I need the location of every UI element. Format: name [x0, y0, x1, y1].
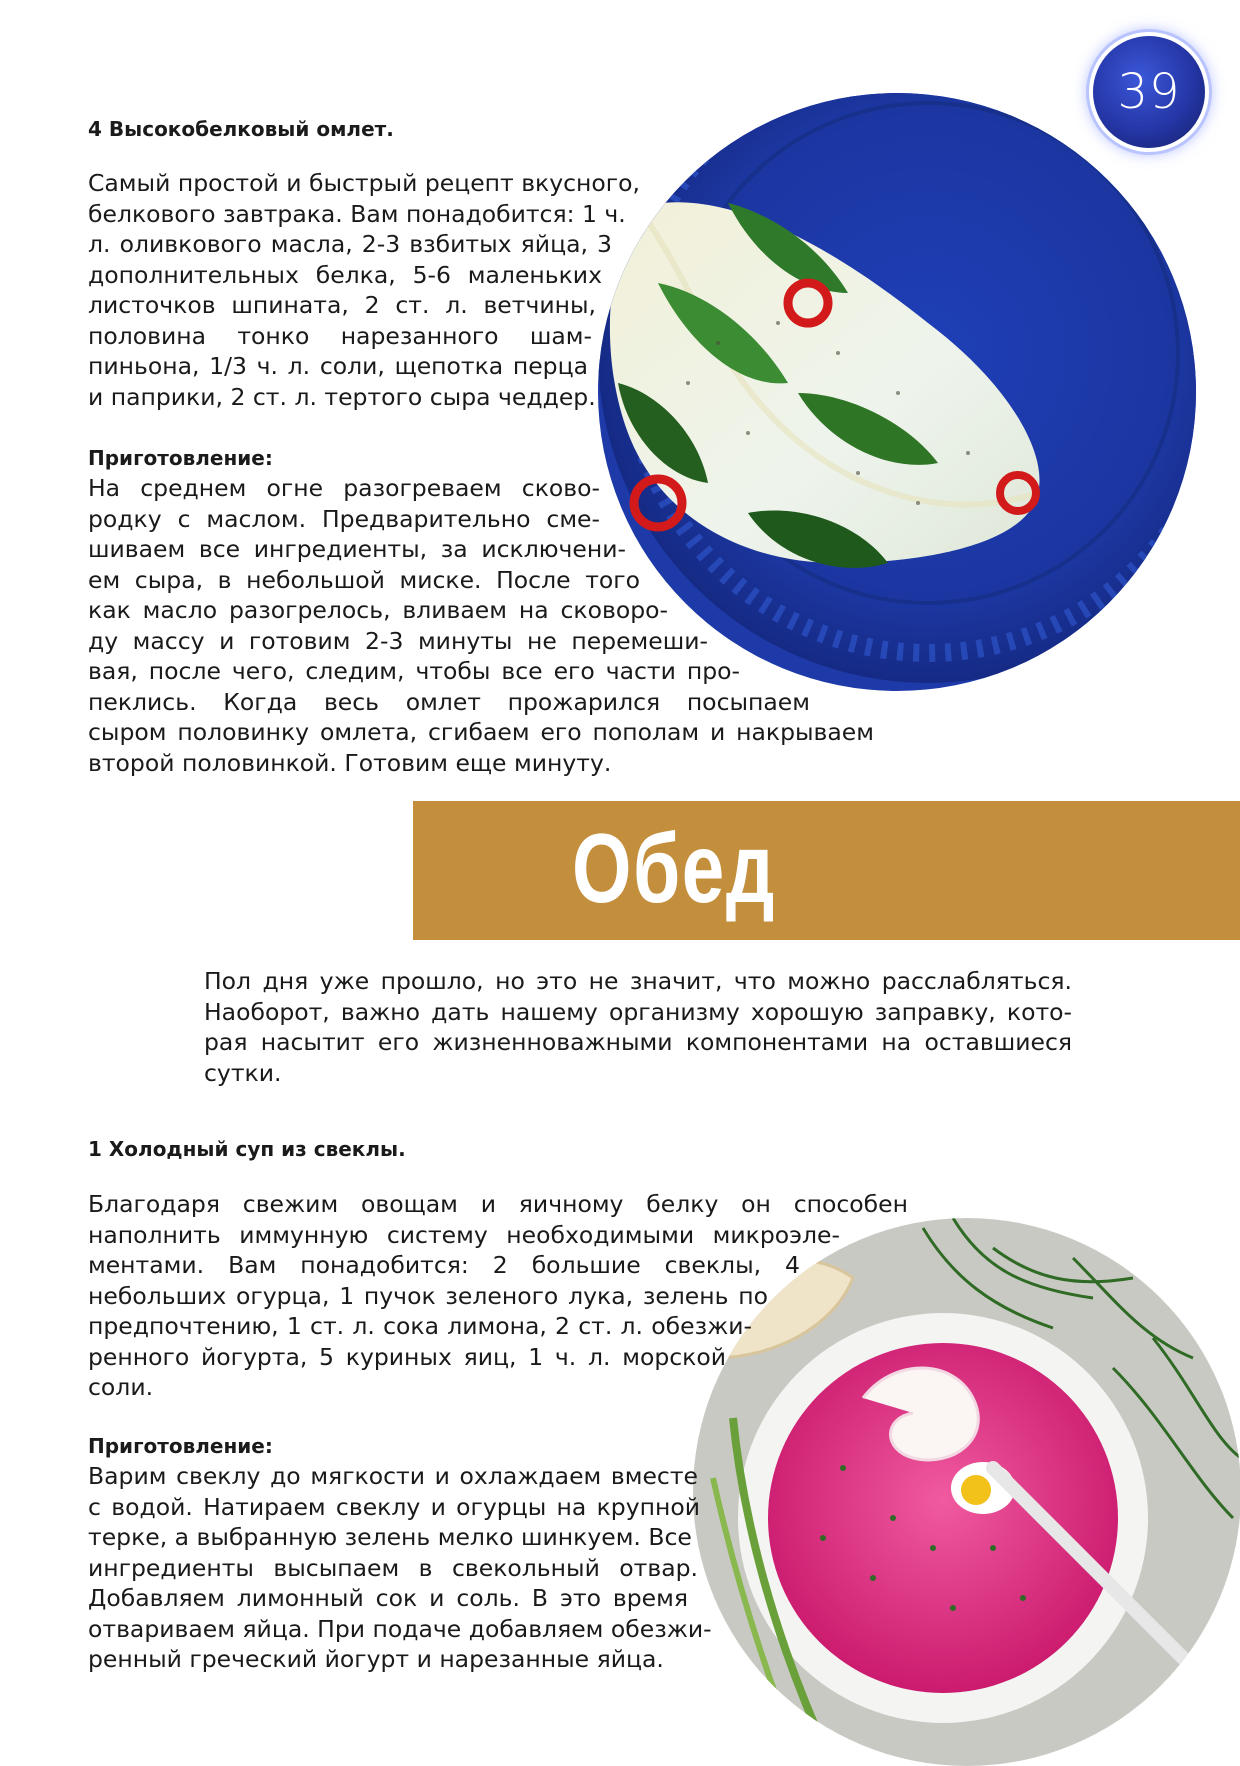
- section-title: Обед: [572, 813, 776, 923]
- text-line: рая насытит его жизненноважными компонентами на оставшиеся: [204, 1028, 1072, 1056]
- text-line: ренный греческий йогурт и нарезанные яйца.: [88, 1645, 664, 1673]
- omelet-recipe-description: [88, 168, 640, 412]
- text-line: Наоборот, важно дать нашему организму хорошую заправку, кото-: [204, 997, 1072, 1026]
- text-line: небольших огурца, 1 пучок зеленого лука, зелень по: [88, 1281, 768, 1310]
- text-line: дополнительных белка, 5-6 маленьких: [88, 260, 602, 289]
- text-line: ингредиенты высыпаем в свекольный отвар.: [88, 1553, 698, 1582]
- text-line: Пол дня уже прошло, но это не значит, что можно расслабляться.: [204, 967, 1072, 995]
- soup-recipe-description: [88, 1189, 908, 1403]
- text-line: соли.: [88, 1373, 154, 1401]
- text-line: ренного йогурта, 5 куриных яиц, 1 ч. л. морской: [88, 1342, 726, 1371]
- text-line: второй половинкой. Готовим еще минуту.: [88, 748, 612, 777]
- text-line: На среднем огне разогреваем сково-: [88, 474, 600, 502]
- text-line: и паприки, 2 ст. л. тертого сыра чеддер.: [88, 382, 596, 411]
- text-line: терке, а выбранную зелень мелко шинкуем. Все: [88, 1523, 692, 1551]
- text-line: с водой. Натираем свеклу и огурцы на крупной: [88, 1492, 700, 1521]
- text-line: ментами. Вам понадобится: 2 большие свеклы, 4: [88, 1251, 800, 1279]
- text-line: предпочтению, 1 ст. л. сока лимона, 2 ст. л. обезжи-: [88, 1312, 752, 1340]
- text-line: л. оливкового масла, 2-3 взбитых яйца, 3: [88, 230, 612, 258]
- text-line: вая, после чего, следим, чтобы все его части про-: [88, 657, 740, 685]
- text-line: листочков шпината, 2 ст. л. ветчины,: [88, 291, 596, 319]
- omelet-preparation-text: [88, 473, 874, 778]
- section-intro: [204, 966, 1072, 1088]
- page-number: 39: [1117, 64, 1181, 120]
- text-line: белкового завтрака. Вам понадобится: 1 ч.: [88, 199, 626, 228]
- text-line: Добавляем лимонный сок и соль. В это время: [88, 1584, 688, 1612]
- soup-recipe-heading: 1 Холодный суп из свеклы.: [88, 1137, 406, 1161]
- text-line: шиваем все ингредиенты, за исключени-: [88, 535, 626, 563]
- text-line: Благодаря свежим овощам и яичному белку он способен: [88, 1190, 908, 1218]
- soup-preparation-heading: Приготовление:: [88, 1434, 273, 1458]
- text-line: сыром половинку омлета, сгибаем его пополам и накрываем: [88, 718, 874, 746]
- text-line: пиньона, 1/3 ч. л. соли, щепотка перца: [88, 352, 588, 380]
- section-banner: [413, 801, 1240, 940]
- text-line: ем сыра, в небольшой миске. После того: [88, 565, 640, 594]
- text-line: наполнить иммунную систему необходимыми микроэле-: [88, 1220, 840, 1249]
- page-number-badge: [1093, 36, 1205, 148]
- text-line: ду массу и готовим 2-3 минуты не перемеши-: [88, 626, 708, 655]
- soup-preparation-text: [88, 1461, 712, 1675]
- text-line: сутки.: [204, 1058, 282, 1087]
- text-line: Самый простой и быстрый рецепт вкусного,: [88, 169, 640, 197]
- omelet-preparation-heading: Приготовление:: [88, 446, 273, 470]
- text-line: родку с маслом. Предварительно сме-: [88, 504, 600, 533]
- text-line: отвариваем яйца. При подаче добавляем обезжи-: [88, 1614, 712, 1643]
- text-line: половина тонко нарезанного шам-: [88, 321, 592, 350]
- text-line: Варим свеклу до мягкости и охлаждаем вместе: [88, 1462, 698, 1490]
- text-line: пеклись. Когда весь омлет прожарился посыпаем: [88, 687, 810, 716]
- omelet-recipe-heading: 4 Высокобелковый омлет.: [88, 117, 394, 141]
- text-line: как масло разогрелось, вливаем на сковоро-: [88, 596, 668, 624]
